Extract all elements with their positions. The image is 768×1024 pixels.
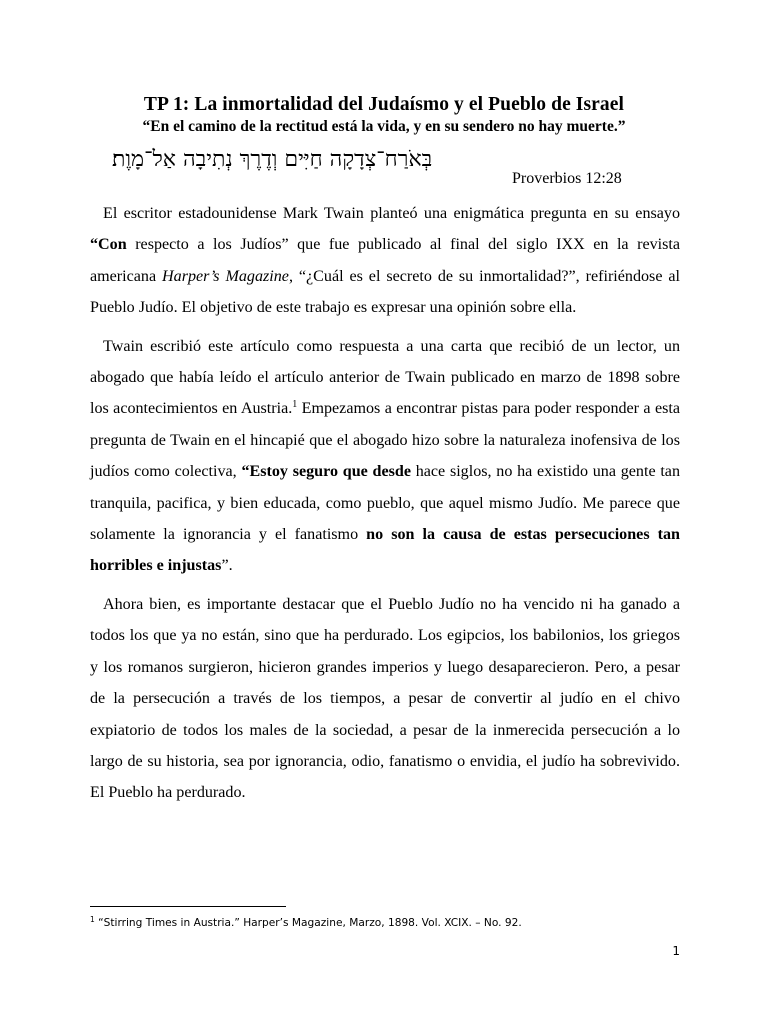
paragraph-2 — [90, 331, 680, 582]
paragraph-1-text-a: El escritor estadounidense Mark Twain planteó una enigmática pregunta en su ensayo — [103, 205, 680, 222]
magazine-name: Harper’s Magazine — [162, 267, 289, 285]
paragraph-1-text-c: respecto a los Judíos” que fue publicado al final del siglo IXX en la revista americana — [90, 236, 680, 285]
footnote-text: “Stirring Times in Austria.” Harper’s Magazine, Marzo, 1898. Vol. XCIX. – No. 92. — [94, 917, 522, 929]
paragraph-2-text-b: Empezamos a encontrar pistas para poder responder a esta pregunta de Twain en el hincapié que el abogado hizo sobre la naturaleza inofensiva de los judíos como colectiva, — [90, 400, 680, 481]
paragraph-1-bold-con: “Con — [90, 236, 136, 254]
paragraph-2-text-d: hace siglos, no ha existido una gente tan tranquila, pacifica, y bien educada, como pueblo, que aquel mismo Judío. Me parece que solamente la ignorancia y el fanatismo — [90, 463, 680, 544]
hebrew-verse: בְּאֹרַח־צְדָקָה חַיִּים וְדֶרֶךְ נְתִיבָה אַל־מָוֶת׃ — [112, 147, 433, 172]
document-title: TP 1: La inmortalidad del Judaísmo y el Pueblo de Israel — [143, 94, 625, 115]
footnote-reference[interactable]: 1 — [292, 399, 298, 411]
footnote — [90, 916, 522, 930]
page-number: 1 — [672, 944, 680, 958]
footnote-separator — [90, 906, 286, 907]
verse-source: Proverbios 12:28 — [512, 170, 622, 187]
paragraph-2-text-a: Twain escribió este artículo como respuesta a una carta que recibió de un lector, un abogado que había leído el artículo anterior de Twain publicado en marzo de 1898 sobre los acontecimientos en Austria. — [90, 337, 680, 418]
paragraph-2-bold-quote-end: no son la causa de estas persecuciones tan horribles e injustas — [90, 526, 680, 575]
paragraph-1-text-e: , “¿Cuál es el secreto de su inmortalidad?”, refiriéndose al Pueblo Judío. El objetivo de este trabajo es expresar una opinión sobre ella. — [90, 267, 680, 317]
epigraph-quote: “En el camino de la rectitud está la vida, y en su sendero no hay muerte.” — [142, 118, 626, 135]
footnote-marker: 1 — [90, 915, 95, 924]
paragraph-3: Ahora bien, es importante destacar que el Pueblo Judío no ha vencido ni ha ganado a todos los que ya no están, sino que ha perdurado. Los egipcios, los babilonios, los griegos y los romanos surgieron, hicieron grandes imperios y luego desaparecieron. Pero, a pesar de la persecución a través de los tiempos, a pesar de convertir al judío en el chivo expiatorio de todos los males de la sociedad, a pesar de la inmerecida persecución a lo largo de su historia, sea por ignorancia, odio, fanatismo o envidia, el judío ha sobrevivido. El Pueblo ha perdurado. — [90, 595, 680, 802]
paragraph-1 — [90, 198, 680, 324]
paragraph-2-text-f: ”. — [221, 557, 233, 575]
body-text — [90, 198, 680, 809]
paragraph-2-bold-quote-start: “Estoy seguro que desde — [241, 463, 411, 481]
